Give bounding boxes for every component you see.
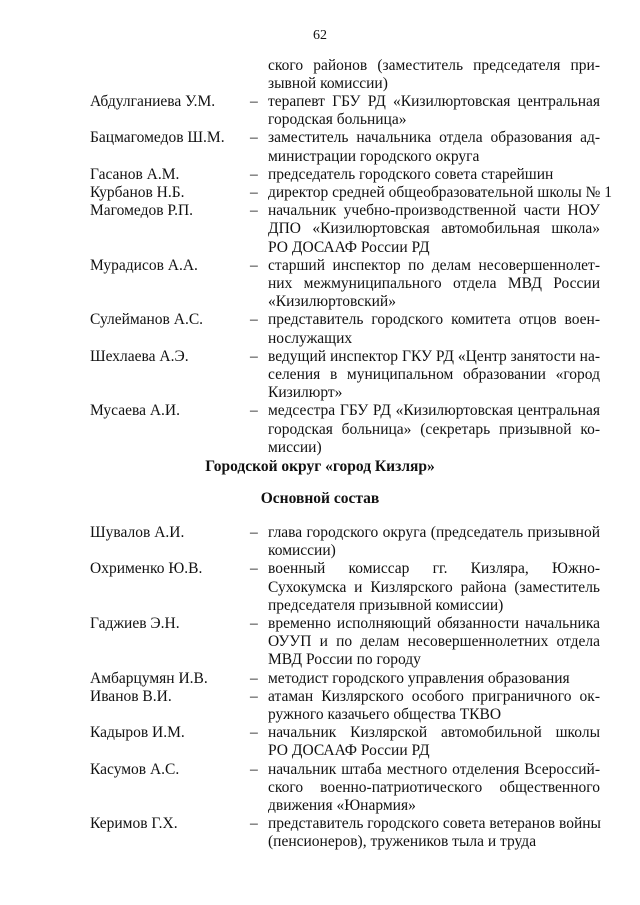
member-name: Мусаева А.И. bbox=[90, 402, 180, 420]
dash-separator: – bbox=[250, 524, 258, 541]
dash-separator: – bbox=[250, 311, 258, 329]
member-description-line: председатель городского совета старейшин bbox=[268, 165, 554, 183]
member-description-line: начальник учебно-производственной части НОУ bbox=[268, 202, 600, 220]
member-description-line: миссии) bbox=[268, 438, 322, 456]
member-description-line: Сухокумска и Кизлярского района (заместитель bbox=[268, 578, 600, 596]
member-description-line: (пенсионеров), тружеников тыла и труда bbox=[268, 833, 537, 851]
dash-separator: – bbox=[250, 202, 258, 220]
member-description-line: РО ДОСААФ России РД bbox=[268, 742, 430, 760]
member-description-line: глава городского округа (председатель призывной bbox=[268, 524, 600, 541]
member-name: Курбанов Н.Б. bbox=[90, 184, 185, 201]
dash-separator: – bbox=[250, 687, 258, 705]
member-name: Мурадисов А.А. bbox=[90, 256, 198, 274]
member-name: Иванов В.И. bbox=[90, 687, 172, 705]
member-description-line: временно исполняющий обязанности начальника bbox=[268, 615, 600, 632]
member-description-line: ского районов (заместитель председателя при- bbox=[268, 57, 600, 74]
member-name: Гаджиев Э.Н. bbox=[90, 615, 180, 632]
member-description-line: селения в муниципальном образовании «город bbox=[268, 366, 600, 383]
member-description-line: них межмуниципального отдела МВД России bbox=[268, 275, 600, 292]
member-description-line: начальник Кизлярской автомобильной школы bbox=[268, 724, 600, 742]
member-name: Бацмагомедов Ш.М. bbox=[90, 129, 225, 147]
member-description-line: директор средней общеобразовательной школы № 1 bbox=[268, 184, 613, 201]
member-description-line: председателя призывной комиссии) bbox=[268, 596, 504, 614]
member-name: Магомедов Р.П. bbox=[90, 202, 194, 220]
member-description-line: медсестра ГБУ РД «Кизилюртовская центральная bbox=[268, 402, 600, 420]
member-name: Касумов А.С. bbox=[90, 760, 180, 778]
subsection-title: Основной состав bbox=[260, 490, 380, 507]
member-name: Абдулганиева У.М. bbox=[90, 93, 216, 110]
member-name: Гасанов А.М. bbox=[90, 165, 180, 183]
member-description-line: представитель городского совета ветеранов войны bbox=[268, 815, 601, 833]
member-description-line: городская больница» (секретарь призывной ко- bbox=[268, 420, 600, 438]
member-name: Кадыров И.М. bbox=[90, 724, 185, 742]
member-description-line: заместитель начальника отдела образования ад- bbox=[268, 129, 600, 147]
member-description-line: министрации городского округа bbox=[268, 147, 480, 165]
dash-separator: – bbox=[250, 93, 258, 110]
dash-separator: – bbox=[250, 402, 258, 420]
member-description-line: РО ДОСААФ России РД bbox=[268, 238, 430, 256]
section-title: Городской округ «город Кизляр» bbox=[205, 458, 435, 475]
member-description-line: ОУУП и по делам несовершеннолетних отдела bbox=[268, 633, 600, 651]
member-description-line: «Кизилюртовский» bbox=[268, 293, 396, 311]
member-description-line: Кизилюрт» bbox=[268, 384, 343, 402]
dash-separator: – bbox=[250, 760, 258, 778]
member-description-line: методист городского управления образования bbox=[268, 669, 570, 687]
page-number: 62 bbox=[313, 28, 327, 43]
member-description-line: ского военно-патриотического общественного bbox=[268, 778, 600, 796]
member-name: Сулейманов А.С. bbox=[90, 311, 204, 329]
dash-separator: – bbox=[250, 815, 258, 833]
member-description-line: терапевт ГБУ РД «Кизилюртовская центральная bbox=[268, 93, 600, 110]
member-description-line: атаман Кизлярского особого приграничного ок- bbox=[268, 687, 600, 705]
member-name: Охрименко Ю.В. bbox=[90, 560, 203, 578]
member-description-line: нослужащих bbox=[268, 329, 353, 347]
dash-separator: – bbox=[250, 724, 258, 742]
member-description-line: старший инспектор по делам несовершеннолет- bbox=[268, 256, 600, 274]
dash-separator: – bbox=[250, 669, 258, 687]
member-name: Керимов Г.Х. bbox=[90, 815, 178, 833]
member-name: Амбарцумян И.В. bbox=[90, 669, 208, 687]
dash-separator: – bbox=[250, 129, 258, 147]
dash-separator: – bbox=[250, 184, 258, 201]
member-description-line: зывной комиссии) bbox=[268, 75, 388, 93]
member-name: Шехлаева А.Э. bbox=[90, 347, 189, 365]
dash-separator: – bbox=[250, 560, 258, 578]
member-description-line: городская больница» bbox=[268, 111, 407, 129]
member-description-line: военный комиссар гг. Кизляра, Южно- bbox=[268, 560, 600, 578]
dash-separator: – bbox=[250, 347, 258, 365]
dash-separator: – bbox=[250, 256, 258, 274]
member-description-line: комиссии) bbox=[268, 542, 336, 560]
member-description-line: движения «Юнармия» bbox=[268, 797, 416, 814]
dash-separator: – bbox=[250, 165, 258, 183]
member-name: Шувалов А.И. bbox=[90, 524, 185, 541]
member-description-line: ведущий инспектор ГКУ РД «Центр занятости на- bbox=[268, 347, 600, 365]
member-description-line: ДПО «Кизилюртовская автомобильная школа» bbox=[268, 220, 600, 238]
member-description-line: представитель городского комитета отцов воен- bbox=[268, 311, 600, 329]
member-description-line: МВД России по городу bbox=[268, 651, 421, 669]
dash-separator: – bbox=[250, 615, 258, 632]
member-description-line: ружного казачьего общества ТКВО bbox=[268, 706, 502, 723]
member-description-line: начальник штаба местного отделения Всероссий- bbox=[268, 760, 600, 778]
